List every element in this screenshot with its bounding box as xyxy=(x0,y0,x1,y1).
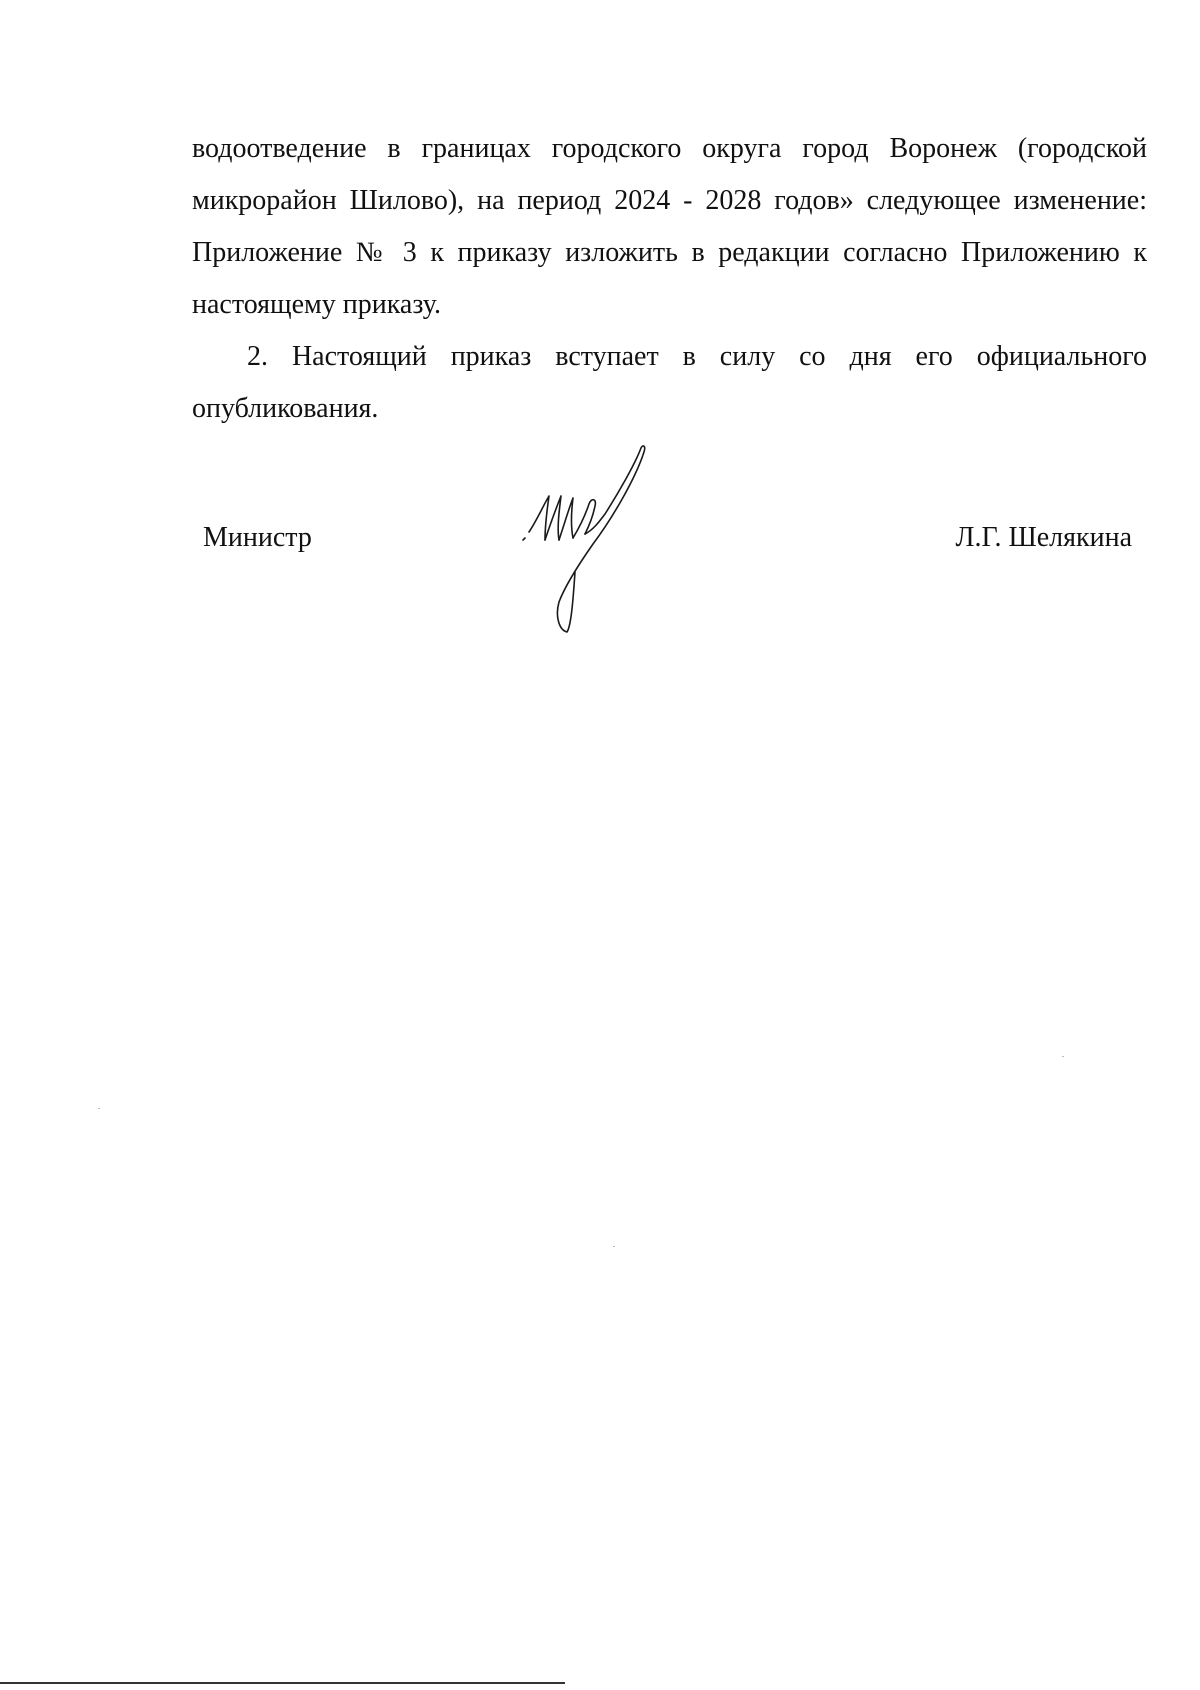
scan-artifact xyxy=(613,1246,615,1247)
signatory-name: Л.Г. Шелякина xyxy=(955,522,1132,553)
document-body xyxy=(192,123,1147,435)
paragraph-effective-date: 2. Настоящий приказ вступает в силу со дня его официального опубликования. xyxy=(192,341,1147,424)
signatory-title: Министр xyxy=(203,522,312,553)
scan-artifact xyxy=(98,1108,100,1109)
scan-artifact xyxy=(1062,1056,1064,1057)
paragraph-amendment: водоотведение в границах городского округа город Воронеж (городской микрорайон Шилово), на период 2024 - 2028 годов» следующее изменение: Приложение № 3 к приказу изложить в редакции согласно Приложению к настоящему приказу. xyxy=(192,133,1147,320)
handwritten-signature xyxy=(515,440,675,640)
page-bottom-rule xyxy=(0,1682,565,1684)
